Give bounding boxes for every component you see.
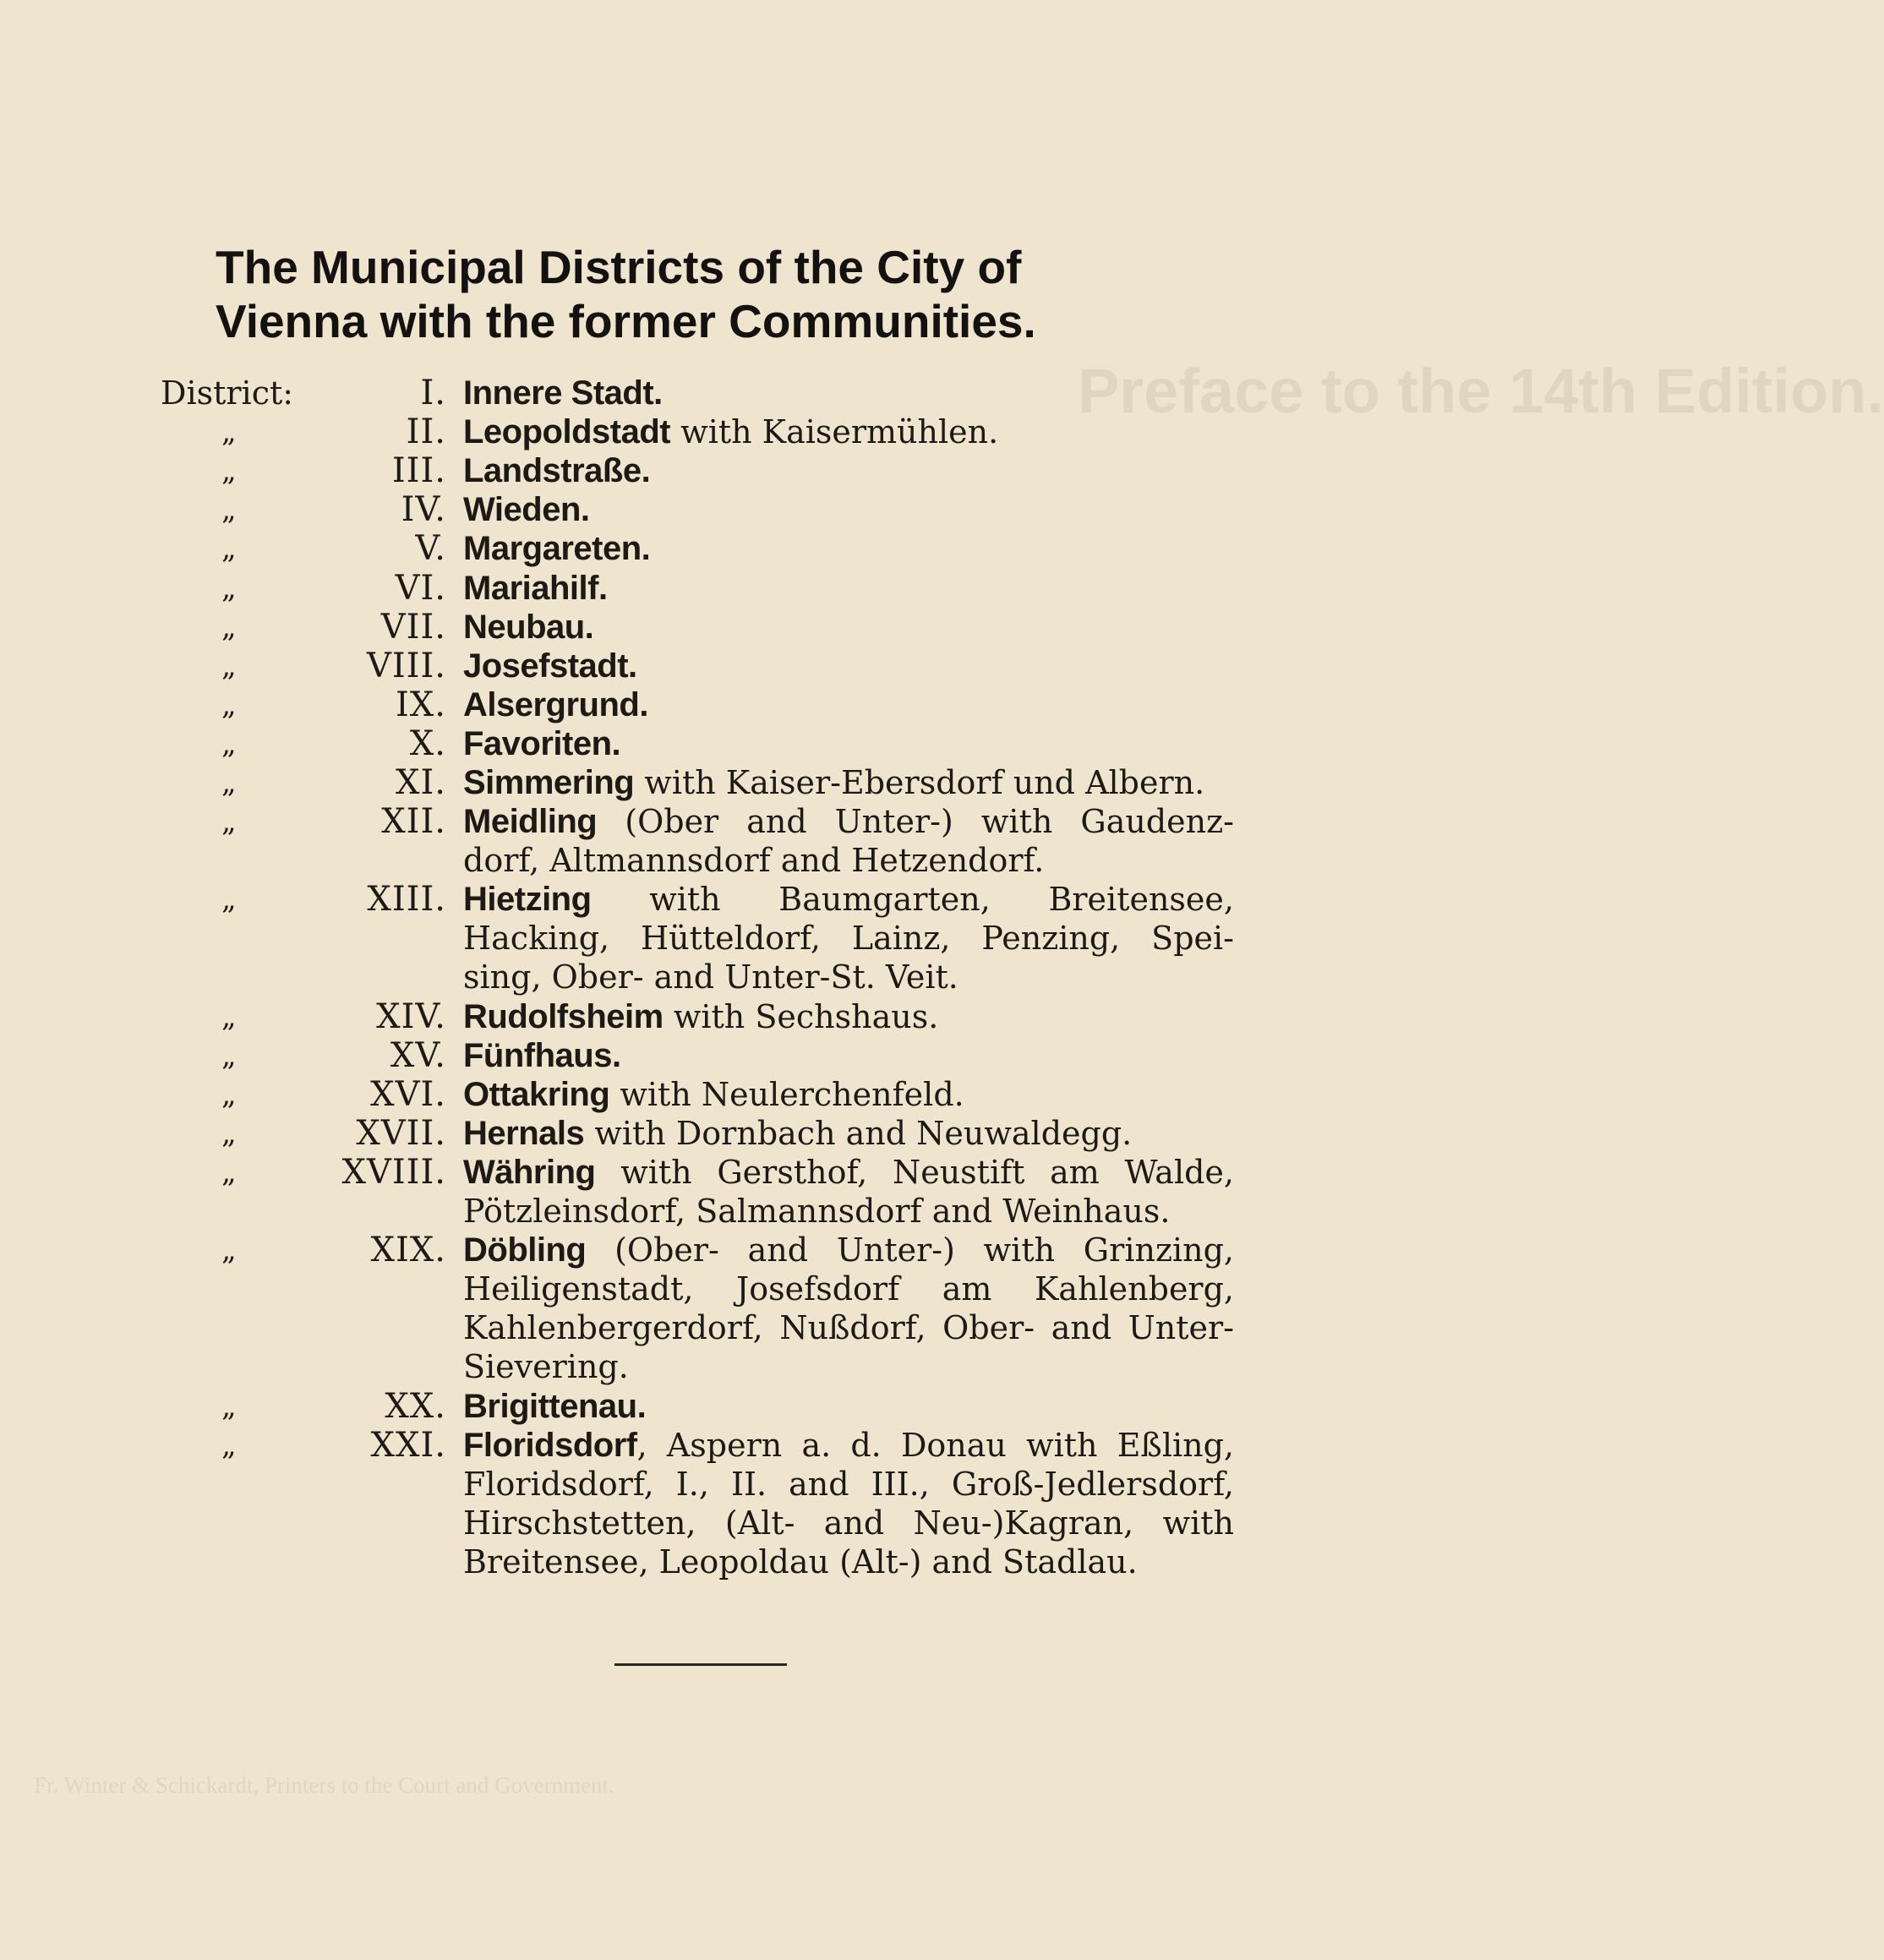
district-text-line: Sievering. [463,1348,629,1385]
page-title-line-1: The Municipal Districts of the City of [216,241,1022,293]
district-name: Josefstadt. [463,647,637,685]
ditto-mark: „ [221,610,237,644]
district-text-line [463,763,1234,802]
district-numeral: IX. [396,685,446,724]
district-name: Floridsdorf [463,1427,637,1464]
district-numeral: XV. [390,1036,446,1075]
district-name: Simmering [463,764,635,801]
ditto-mark: „ [221,766,237,800]
district-numeral: VIII. [366,647,446,685]
district-text-line [463,685,1234,724]
district-name: Brigittenau. [463,1388,647,1425]
district-text [463,880,1234,996]
district-text [463,529,1234,568]
district-name: Alsergrund. [463,686,648,723]
end-rule [614,1663,787,1666]
district-text [463,724,1234,763]
district-numeral: X. [409,724,446,763]
district-communities: with Kaiser-Ebersdorf und Albern. [634,764,1205,801]
district-name: Rudolfsheim [463,998,663,1035]
district-name: Favoriten. [463,725,621,762]
district-text-line: Hacking, Hütteldorf, Lainz, Penzing, Spei- [463,920,1234,957]
district-text [463,802,1234,880]
ditto-mark: „ [221,1389,237,1423]
district-text-line [463,569,1234,608]
district-name: Innere Stadt. [463,374,663,412]
district-text [463,763,1234,802]
district-name: Döbling [463,1231,587,1269]
district-numeral: XII. [381,802,446,841]
district-text-line [463,451,1234,490]
district-name: Hernals [463,1115,585,1152]
district-text-line [463,608,1234,647]
ditto-mark: „ [221,1000,237,1034]
district-communities: with Gersthof, Neustift am Walde, [595,1154,1234,1191]
district-name: Währing [463,1154,596,1191]
district-numeral: XVI. [370,1075,446,1114]
district-text-line: sing, Ober- and Unter-St. Veit. [463,958,958,996]
ditto-mark: „ [221,1116,237,1150]
district-communities: with Baumgarten, Breitensee, [591,881,1234,918]
district-text [463,685,1234,724]
district-name: Mariahilf. [463,570,608,607]
district-name: Meidling [463,803,598,840]
district-text [463,1426,1234,1581]
ditto-mark: „ [221,1078,237,1111]
district-text [463,374,1234,412]
district-text-line [463,1075,1234,1114]
district-numeral: XIX. [370,1231,446,1269]
district-text [463,647,1234,685]
bleed-through-heading: Preface to the 14th Edition. [1078,356,1884,426]
district-text [463,490,1234,529]
district-numeral: VII. [380,608,446,647]
ditto-mark: „ [221,1039,237,1073]
district-text-line: Kahlenbergerdorf, Nußdorf, Ober- and Unter- [463,1309,1234,1346]
ditto-mark: „ [221,1233,237,1267]
district-text [463,1231,1234,1386]
district-communities: with Kaisermühlen. [670,413,999,450]
district-name: Ottakring [463,1076,610,1113]
district-numeral: XIII. [367,880,446,919]
district-name: Fünfhaus. [463,1037,621,1074]
district-numeral: XIV. [376,997,446,1036]
district-text-line: Hirschstetten, (Alt- and Neu-)Kagran, with [463,1504,1234,1542]
district-numeral: I. [420,374,446,412]
district-text [463,1114,1234,1153]
bleed-through-footer: Fr. Winter & Schickardt, Printers to the Court and Government. [34,1772,614,1798]
district-text [463,1153,1234,1231]
district-communities: with Dornbach and Neuwaldegg. [584,1115,1133,1152]
district-name: Neubau. [463,609,594,646]
ditto-mark: „ [221,649,237,683]
district-text [463,569,1234,608]
ditto-mark: „ [221,493,237,527]
ditto-mark: „ [221,571,237,605]
district-numeral: XVIII. [341,1153,446,1192]
district-numeral: III. [391,451,446,490]
district-text-line [463,490,1234,529]
district-communities: (Ober- and Unter-) with Grinzing, [586,1231,1234,1269]
ditto-mark: „ [221,532,237,565]
district-text-line [463,802,1234,841]
district-text-line [463,1114,1234,1153]
ditto-mark: „ [221,454,237,488]
ditto-mark: „ [221,805,237,838]
district-text-line [463,1153,1234,1192]
district-name: Leopoldstadt [463,413,671,450]
district-text [463,1075,1234,1114]
district-numeral: XXI. [370,1426,446,1465]
district-text-line [463,529,1234,568]
district-name: Hietzing [463,881,592,918]
district-text-line [463,1036,1234,1075]
district-text-line [463,997,1234,1036]
district-numeral: IV. [401,490,446,529]
ditto-mark: „ [221,882,237,916]
ditto-mark: „ [221,688,237,722]
district-name: Landstraße. [463,452,651,489]
district-text [463,997,1234,1036]
district-communities: , Aspern a. d. Donau with Eßling, [636,1427,1234,1464]
district-text-line [463,374,1234,412]
district-numeral: II. [406,412,446,451]
district-text [463,1036,1234,1075]
district-numeral: XX. [385,1387,446,1426]
district-text-line [463,412,1234,451]
district-text-line [463,1231,1234,1269]
district-numeral: V. [415,529,446,568]
district-text-line: Pötzleinsdorf, Salmannsdorf and Weinhaus. [463,1193,1171,1230]
district-text-line [463,1426,1234,1465]
district-text [463,412,1234,451]
ditto-mark: „ [221,727,237,761]
district-text-line: Floridsdorf, I., II. and III., Groß-Jedlersdorf, [463,1466,1234,1503]
district-communities: (Ober and Unter-) with Gaudenz- [597,803,1234,840]
ditto-mark: „ [221,415,237,449]
ditto-mark: „ [221,1155,237,1189]
page-title-line-2: Vienna with the former Communities. [216,295,1036,347]
district-text [463,1387,1234,1426]
district-text-line: dorf, Altmannsdorf and Hetzendorf. [463,842,1045,879]
district-communities: with Neulerchenfeld. [609,1076,964,1113]
district-text-line: Heiligenstadt, Josefsdorf am Kahlenberg, [463,1270,1234,1308]
district-text [463,608,1234,647]
district-text-line: Breitensee, Leopoldau (Alt-) and Stadlau. [463,1543,1138,1581]
district-name: Wieden. [463,491,590,528]
district-text-line [463,647,1234,685]
district-numeral: VI. [395,569,446,608]
district-numeral: XI. [396,763,446,802]
district-numeral: XVII. [356,1114,446,1153]
district-text [463,451,1234,490]
district-text-line [463,1387,1234,1426]
district-text-line [463,880,1234,919]
district-text-line [463,724,1234,763]
district-name: Margareten. [463,530,651,567]
ditto-mark: „ [221,1428,237,1462]
district-communities: with Sechshaus. [663,998,939,1035]
district-label: District: [161,374,294,412]
